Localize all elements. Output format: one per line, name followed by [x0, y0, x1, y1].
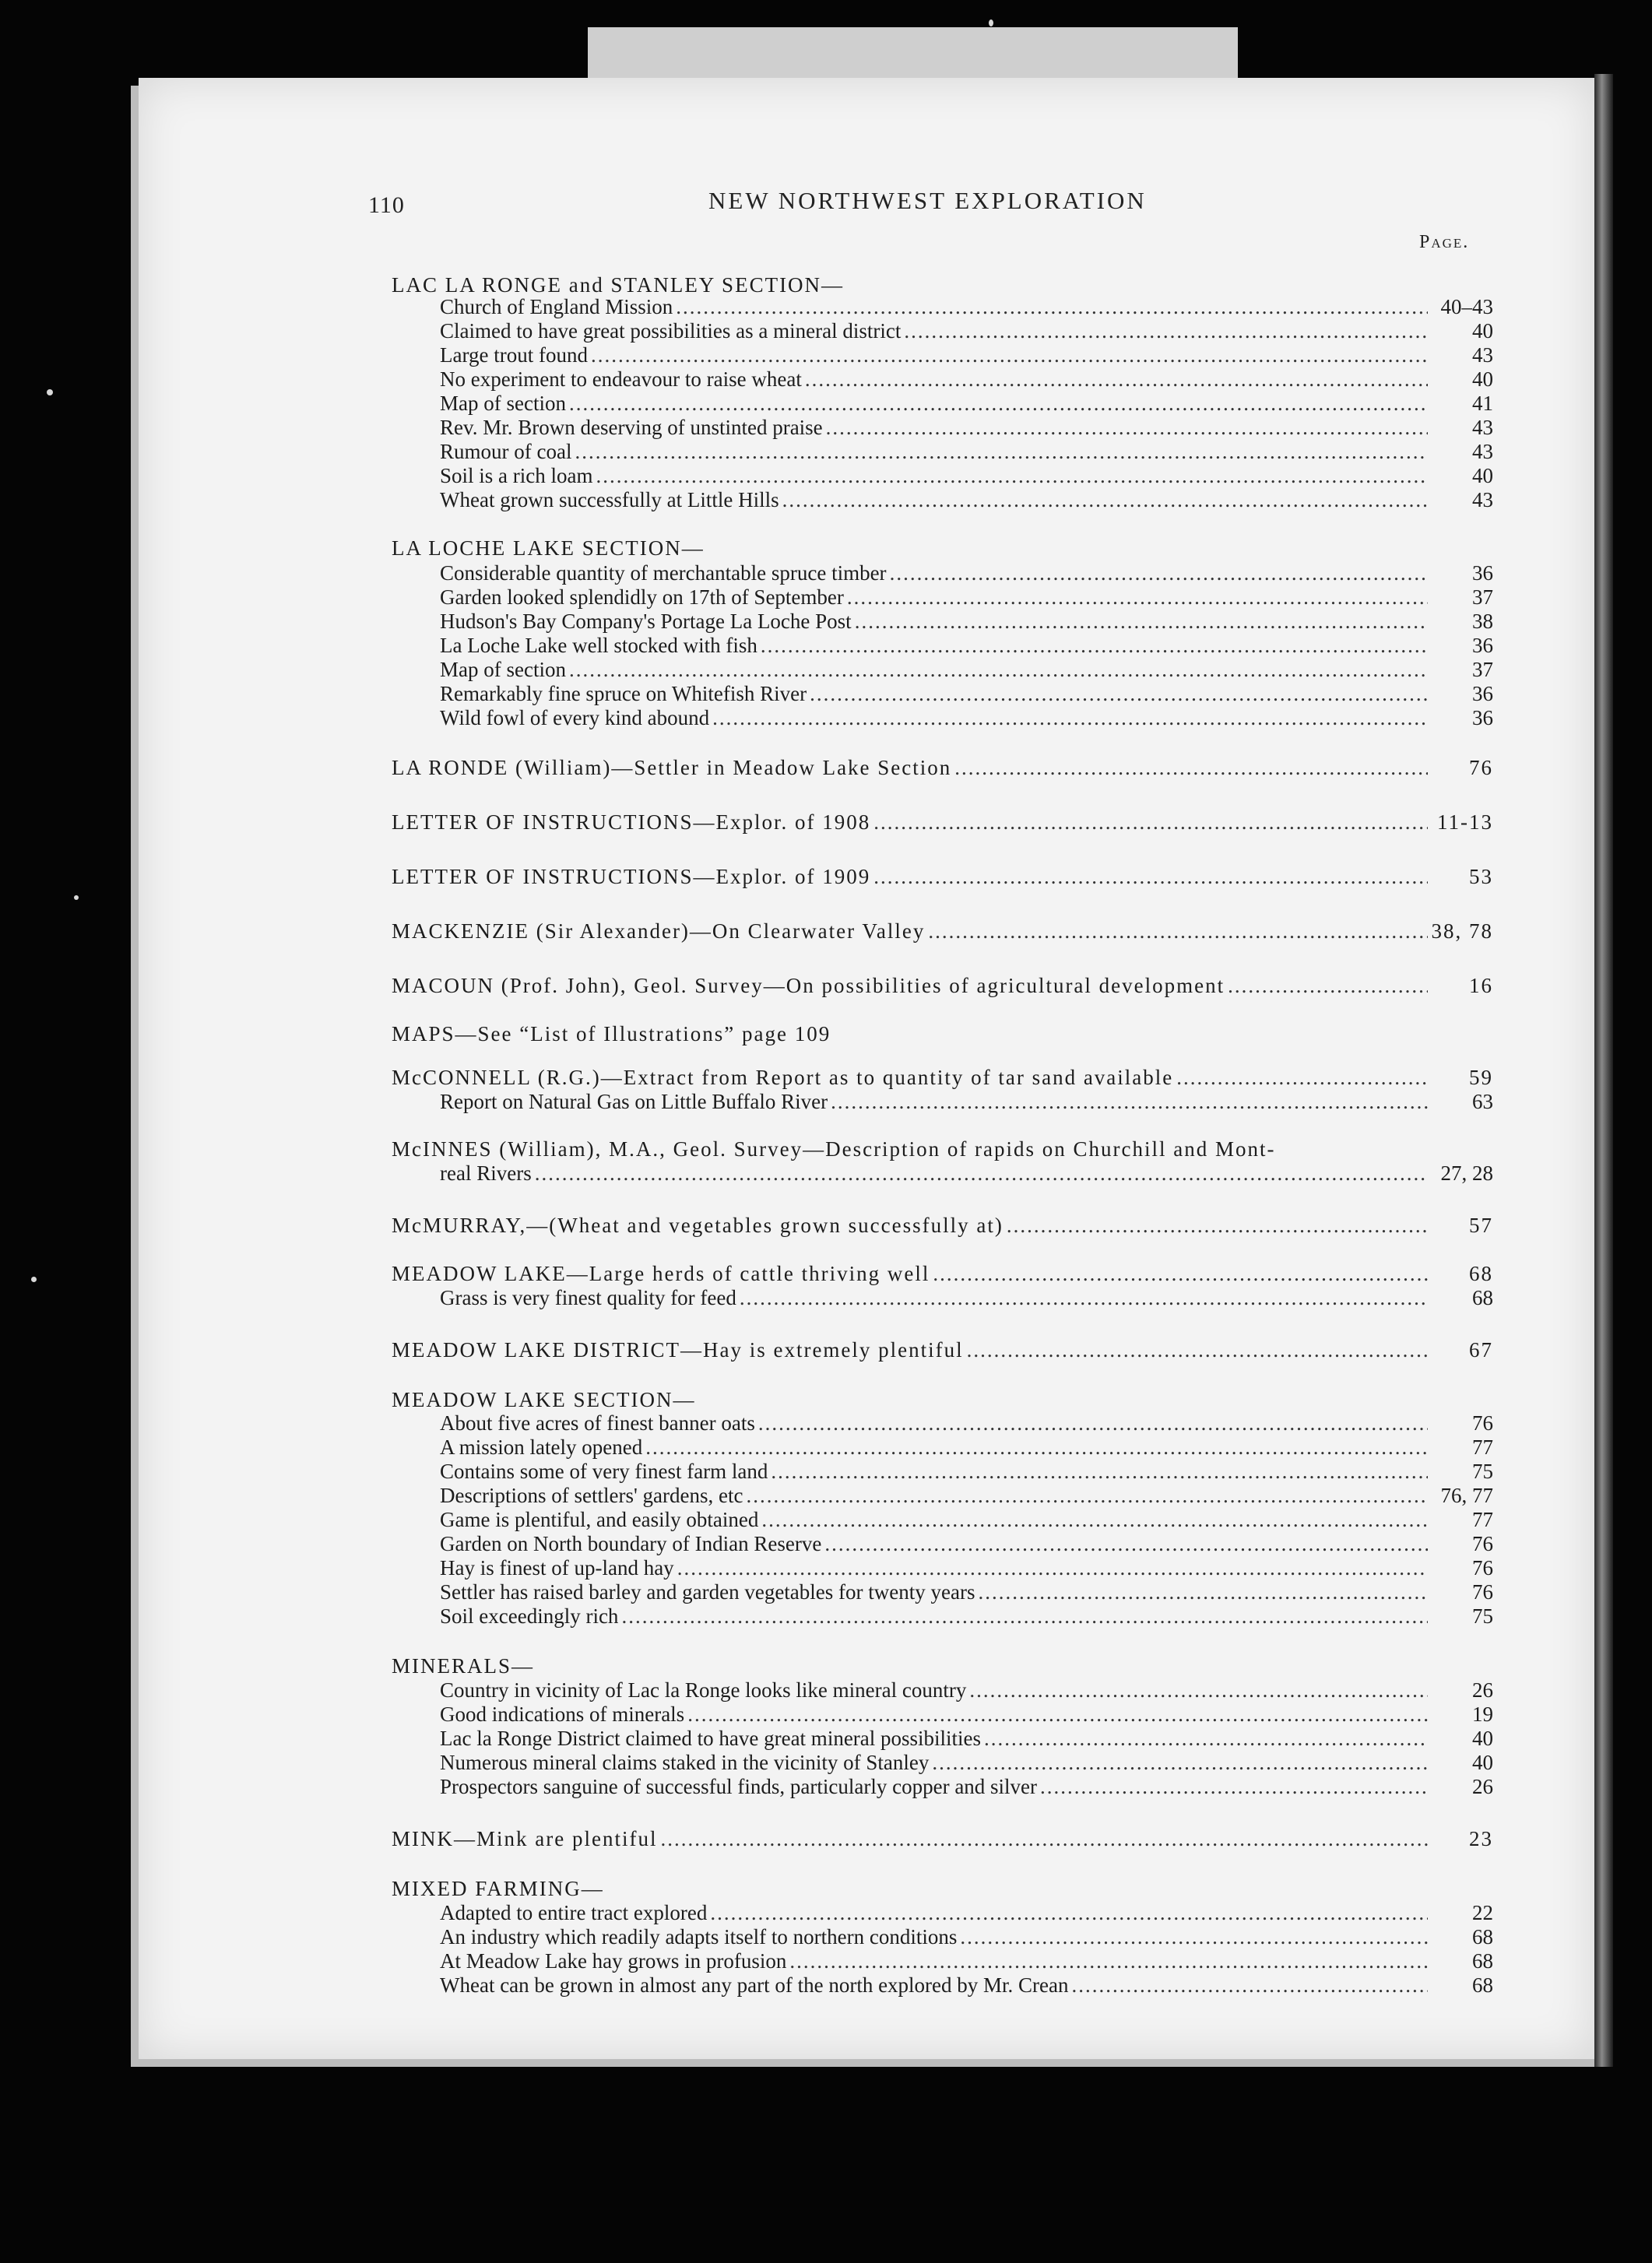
entry-page-ref: 68 [1472, 1973, 1493, 1997]
entry-page-ref: 59 [1469, 1066, 1493, 1089]
index-subentry [440, 1924, 1493, 1949]
index-subentry [440, 1531, 1493, 1556]
index-heading [392, 973, 1493, 998]
index-subentry [440, 487, 1493, 512]
entry-text: LETTER OF INSTRUCTIONS—Explor. of 1908 [392, 810, 871, 834]
leader-dots [831, 1089, 1428, 1114]
entry-page-ref: 37 [1472, 585, 1493, 609]
index-subentry [440, 1774, 1493, 1799]
leader-dots [758, 1411, 1428, 1435]
entry-text: LAC LA RONGE and STANLEY SECTION— [392, 273, 845, 297]
leader-dots [740, 1285, 1428, 1310]
entry-text: Report on Natural Gas on Little Buffalo River [440, 1090, 828, 1113]
entry-text: Soil exceedingly rich [440, 1604, 619, 1628]
entry-text: Descriptions of settlers' gardens, etc [440, 1484, 743, 1507]
leader-dots [984, 1726, 1428, 1751]
entry-text: Lac la Ronge District claimed to have great mineral possibilities [440, 1727, 982, 1750]
index-subentry [440, 391, 1493, 416]
index-heading [392, 1213, 1493, 1238]
leader-dots [873, 864, 1428, 889]
leader-dots [710, 1900, 1428, 1925]
leader-dots [575, 439, 1428, 464]
index-subentry [440, 343, 1493, 367]
entry-page-ref: 26 [1472, 1775, 1493, 1798]
entry-page-ref: 76 [1469, 756, 1493, 779]
entry-page-ref: 23 [1469, 1827, 1493, 1850]
index-subentry [440, 1555, 1493, 1580]
entry-page-ref: 76 [1472, 1556, 1493, 1580]
entry-text: MACOUN (Prof. John), Geol. Survey—On possibilities of agricultural development [392, 974, 1225, 997]
index-heading [392, 1826, 1493, 1851]
index-subentry [440, 1285, 1493, 1310]
leader-dots [1072, 1973, 1428, 1998]
index-subentry [440, 1900, 1493, 1925]
leader-dots [761, 1507, 1428, 1532]
leader-dots [569, 391, 1428, 416]
index-subentry [440, 318, 1493, 343]
entry-text: Claimed to have great possibilities as a mineral district [440, 319, 902, 343]
leader-dots [810, 681, 1428, 706]
entry-text: Game is plentiful, and easily obtained [440, 1508, 759, 1531]
entry-text: Wheat can be grown in almost any part of the north explored by Mr. Crean [440, 1973, 1069, 1997]
index-subentry [440, 415, 1493, 440]
index-heading [392, 1337, 1493, 1362]
entry-page-ref: 76, 77 [1440, 1484, 1493, 1507]
page-number: 110 [368, 192, 405, 218]
index-subentry [440, 1750, 1493, 1775]
entry-text: MINK—Mink are plentiful [392, 1827, 658, 1850]
index-subentry [440, 367, 1493, 392]
index-subentry [440, 1435, 1493, 1460]
entry-text: MEADOW LAKE SECTION— [392, 1388, 696, 1411]
index-subentry [440, 1507, 1493, 1532]
entry-text: La Loche Lake well stocked with fish [440, 634, 757, 657]
index-subentry [440, 1411, 1493, 1435]
entry-page-ref: 43 [1472, 416, 1493, 439]
entry-page-ref: 53 [1469, 865, 1493, 888]
entry-page-ref: 77 [1472, 1508, 1493, 1531]
index-heading [392, 864, 1493, 889]
entry-page-ref: 16 [1469, 974, 1493, 997]
entry-page-ref: 43 [1472, 343, 1493, 367]
index-subentry [440, 439, 1493, 464]
entry-page-ref: 22 [1472, 1901, 1493, 1924]
index-subentry [440, 463, 1493, 488]
entry-text: Hudson's Bay Company's Portage La Loche Post [440, 610, 852, 633]
entry-text: Map of section [440, 658, 566, 681]
entry-text: LA RONDE (William)—Settler in Meadow Lake Section [392, 756, 952, 779]
entry-text: Grass is very finest quality for feed [440, 1286, 736, 1309]
entry-page-ref: 40 [1472, 1727, 1493, 1750]
index-subentry [440, 1604, 1493, 1629]
index-heading [392, 1021, 1493, 1046]
index-subentry [440, 1948, 1493, 1973]
entry-page-ref: 77 [1472, 1435, 1493, 1459]
index-subentry [440, 633, 1493, 658]
entry-text: Soil is a rich loam [440, 464, 593, 487]
leader-dots [1007, 1213, 1428, 1238]
index-heading [392, 536, 1493, 560]
leader-dots [932, 1750, 1428, 1775]
entry-page-ref: 26 [1472, 1678, 1493, 1702]
leader-dots [621, 1604, 1428, 1629]
entry-page-ref: 63 [1472, 1090, 1493, 1113]
entry-page-ref: 36 [1472, 682, 1493, 705]
index-heading [392, 1653, 1493, 1678]
entry-text: A mission lately opened [440, 1435, 643, 1459]
entry-page-ref: 68 [1472, 1949, 1493, 1973]
entry-text: LETTER OF INSTRUCTIONS—Explor. of 1909 [392, 865, 871, 888]
index-subentry [440, 1678, 1493, 1703]
leader-dots [847, 585, 1428, 610]
entry-text: Considerable quantity of merchantable spruce timber [440, 561, 887, 585]
leader-dots [676, 294, 1428, 319]
leader-dots [761, 633, 1428, 658]
leader-dots [596, 463, 1428, 488]
leader-dots [824, 1531, 1428, 1556]
entry-text: Hay is finest of up-land hay [440, 1556, 674, 1580]
entry-text: MEADOW LAKE DISTRICT—Hay is extremely plentiful [392, 1338, 964, 1362]
leader-dots [928, 919, 1428, 944]
index-subentry [440, 560, 1493, 585]
entry-page-ref: 36 [1472, 634, 1493, 657]
entry-text: Garden on North boundary of Indian Reserve [440, 1532, 822, 1555]
entry-text: Country in vicinity of Lac la Ronge looks like mineral country [440, 1678, 967, 1702]
leader-dots [569, 657, 1428, 682]
entry-text: Map of section [440, 392, 566, 415]
entry-text: Contains some of very finest farm land [440, 1460, 768, 1483]
leader-dots [1176, 1065, 1428, 1090]
entry-page-ref: 76 [1472, 1411, 1493, 1435]
entry-text: An industry which readily adapts itself to northern conditions [440, 1925, 958, 1948]
entry-page-ref: 75 [1472, 1604, 1493, 1628]
index-subentry [440, 1161, 1493, 1186]
index-subentry [440, 1580, 1493, 1604]
entry-page-ref: 40 [1472, 1751, 1493, 1774]
index-heading [392, 1137, 1493, 1161]
index-subentry [440, 681, 1493, 706]
leader-dots [890, 560, 1428, 585]
entry-page-ref: 37 [1472, 658, 1493, 681]
leader-dots [660, 1826, 1428, 1851]
entry-text: McMURRAY,—(Wheat and vegetables grown successfully at) [392, 1214, 1004, 1237]
leader-dots [826, 415, 1428, 440]
leader-dots [591, 343, 1428, 367]
entry-page-ref: 68 [1472, 1286, 1493, 1309]
leader-dots [747, 1483, 1429, 1508]
index-subentry [440, 585, 1493, 610]
entry-text: Prospectors sanguine of successful finds, particularly copper and silver [440, 1775, 1038, 1798]
page-column-label: Page. [1419, 232, 1470, 252]
entry-page-ref: 36 [1472, 706, 1493, 729]
entry-page-ref: 19 [1472, 1703, 1493, 1726]
index-subentry [440, 1483, 1493, 1508]
leader-dots [904, 318, 1428, 343]
leader-dots [805, 367, 1428, 392]
page-title: NEW NORTHWEST EXPLORATION [708, 187, 1147, 214]
entry-page-ref: 40–43 [1440, 295, 1493, 318]
entry-text: MINERALS— [392, 1654, 535, 1678]
entry-page-ref: 76 [1472, 1580, 1493, 1604]
entry-text: MIXED FARMING— [392, 1877, 604, 1900]
entry-page-ref: 76 [1472, 1532, 1493, 1555]
entry-text: real Rivers [440, 1161, 532, 1185]
entry-page-ref: 40 [1472, 367, 1493, 391]
entry-text: Settler has raised barley and garden vegetables for twenty years [440, 1580, 975, 1604]
leader-dots [677, 1555, 1428, 1580]
leader-dots [771, 1459, 1428, 1484]
entry-text: Garden looked splendidly on 17th of September [440, 585, 844, 609]
leader-dots [789, 1948, 1428, 1973]
entry-page-ref: 38 [1472, 610, 1493, 633]
leader-dots [967, 1337, 1428, 1362]
index-heading [392, 1387, 1493, 1412]
leader-dots [535, 1161, 1428, 1186]
index-heading [392, 1065, 1493, 1090]
leader-dots [969, 1678, 1428, 1703]
entry-text: Church of England Mission [440, 295, 673, 318]
leader-dots [712, 705, 1428, 730]
leader-dots [933, 1261, 1428, 1286]
index-subentry [440, 705, 1493, 730]
entry-text: At Meadow Lake hay grows in profusion [440, 1949, 787, 1973]
entry-page-ref: 57 [1469, 1214, 1493, 1237]
index-heading [392, 919, 1493, 944]
entry-text: McCONNELL (R.G.)—Extract from Report as to quantity of tar sand available [392, 1066, 1174, 1089]
entry-page-ref: 75 [1472, 1460, 1493, 1483]
entry-text: McINNES (William), M.A., Geol. Survey—Description of rapids on Churchill and Mont- [392, 1137, 1276, 1161]
entry-page-ref: 67 [1469, 1338, 1493, 1362]
entry-page-ref: 43 [1472, 440, 1493, 463]
entry-text: Good indications of minerals [440, 1703, 685, 1726]
entry-text: Rev. Mr. Brown deserving of unstinted praise [440, 416, 823, 439]
index-heading [392, 755, 1493, 780]
leader-dots [978, 1580, 1428, 1604]
entry-page-ref: 40 [1472, 319, 1493, 343]
leader-dots [687, 1702, 1428, 1727]
index-heading [392, 1876, 1493, 1901]
index-subentry [440, 1973, 1493, 1998]
entry-text: MACKENZIE (Sir Alexander)—On Clearwater Valley [392, 919, 926, 943]
index-heading [392, 810, 1493, 835]
index-subentry [440, 1089, 1493, 1114]
entry-page-ref: 43 [1472, 488, 1493, 511]
entry-page-ref: 11-13 [1437, 810, 1493, 834]
entry-page-ref: 41 [1472, 392, 1493, 415]
index-subentry [440, 294, 1493, 319]
index-subentry [440, 609, 1493, 634]
entry-text: No experiment to endeavour to raise wheat [440, 367, 802, 391]
entry-page-ref: 68 [1472, 1925, 1493, 1948]
leader-dots [1228, 973, 1428, 998]
entry-page-ref: 27, 28 [1440, 1161, 1493, 1185]
index-subentry [440, 1702, 1493, 1727]
leader-dots [954, 755, 1428, 780]
leader-dots [873, 810, 1428, 835]
entry-text: Adapted to entire tract explored [440, 1901, 708, 1924]
entry-page-ref: 36 [1472, 561, 1493, 585]
index-heading [392, 1261, 1493, 1286]
leader-dots [960, 1924, 1428, 1949]
entry-text: Large trout found [440, 343, 588, 367]
entry-text: Wheat grown successfully at Little Hills [440, 488, 779, 511]
index-subentry [440, 1459, 1493, 1484]
entry-text: MAPS—See “List of Illustrations” page 109 [392, 1022, 831, 1045]
entry-text: Numerous mineral claims staked in the vicinity of Stanley [440, 1751, 930, 1774]
index-subentry [440, 657, 1493, 682]
entry-text: Remarkably fine spruce on Whitefish River [440, 682, 807, 705]
entry-page-ref: 38, 78 [1431, 919, 1493, 943]
entry-page-ref: 68 [1469, 1262, 1493, 1285]
leader-dots [855, 609, 1428, 634]
leader-dots [645, 1435, 1428, 1460]
entry-text: Rumour of coal [440, 440, 572, 463]
entry-text: LA LOCHE LAKE SECTION— [392, 536, 705, 560]
index-subentry [440, 1726, 1493, 1751]
entry-text: MEADOW LAKE—Large herds of cattle thriving well [392, 1262, 930, 1285]
entry-text: Wild fowl of every kind abound [440, 706, 710, 729]
leader-dots [1040, 1774, 1428, 1799]
entry-text: About five acres of finest banner oats [440, 1411, 755, 1435]
entry-page-ref: 40 [1472, 464, 1493, 487]
leader-dots [782, 487, 1428, 512]
